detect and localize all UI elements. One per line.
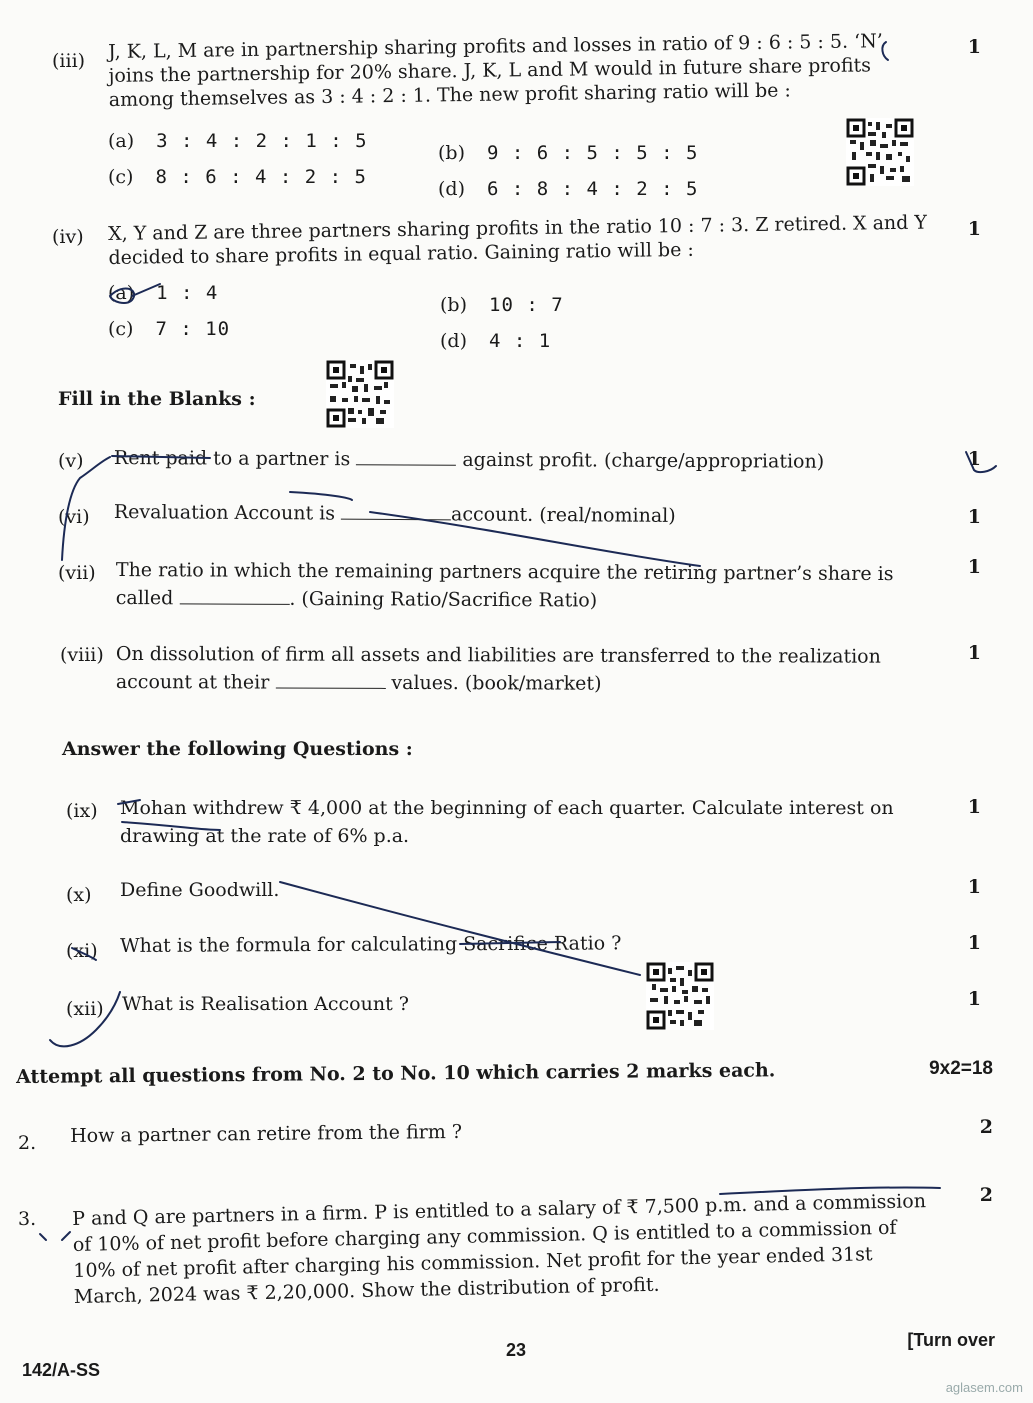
question-number: (v) <box>58 450 84 472</box>
option-a: (a) 1 : 4 <box>108 282 219 304</box>
fill-blank-question: Rent paid to a partner is against profit. (charge/appropriation) <box>113 447 825 473</box>
question-text: What is the formula for calculating Sacrifice Ratio ? <box>120 932 622 957</box>
question-marks: 1 <box>967 932 981 954</box>
question-number: (viii) <box>60 644 104 666</box>
question-marks: 1 <box>967 556 981 578</box>
question-number: (iv) <box>52 226 84 248</box>
question-text: How a partner can retire from the firm ? <box>70 1120 463 1147</box>
question-text: What is Realisation Account ? <box>122 993 409 1015</box>
question-number: (vii) <box>58 562 96 584</box>
qr-code-icon <box>646 962 714 1030</box>
fill-blank-question: On dissolution of firm all assets and liabilities are transferred to the realization account at their values. (book/market) <box>115 643 881 695</box>
option-d: (d) 4 : 1 <box>440 330 552 352</box>
question-marks: 2 <box>979 1116 993 1138</box>
question-marks: 1 <box>967 448 981 470</box>
question-number: (xi) <box>66 940 98 962</box>
qr-code-icon <box>846 118 914 186</box>
question-text: P and Q are partners in a firm. P is entitled to a salary of ₹ 7,500 p.m. and a commission of 10% of net profit before charging any commission. Q is entitled to a commission of 10% of net profit after charging his commission. Net profit for the year ended 31st March, 2024 was ₹ 2,20,000. Show the distribution of profit. <box>72 1190 927 1308</box>
turn-over: [Turn over <box>907 1330 995 1350</box>
question-text: Mohan withdrew ₹ 4,000 at the beginning of each quarter. Calculate interest on drawing at the rate of 6% p.a. <box>120 797 894 847</box>
section-marks: 9x2=18 <box>929 1058 993 1079</box>
question-number: (ix) <box>66 800 98 822</box>
question-text: J, K, L, M are in partnership sharing profits and losses in ratio of 9 : 6 : 5 : 5. ‘N’ joins the partnership for 20% share. J, K, L and M would in future share profits among themselves as 3 : 4 : 2 : 1. The new profit sharing ratio will be : <box>108 30 883 111</box>
question-text: Define Goodwill. <box>120 879 280 901</box>
question-number: (iii) <box>52 50 86 72</box>
question-text: X, Y and Z are three partners sharing profits in the ratio 10 : 7 : 3. Z retired. X and Y decided to share profits in equal ratio. Gaining ratio will be : <box>108 211 928 269</box>
option-c: (c) 8 : 6 : 4 : 2 : 5 <box>108 166 367 188</box>
question-number: 2. <box>18 1132 37 1154</box>
option-b: (b) 10 : 7 <box>440 294 564 316</box>
watermark: aglasem.com <box>945 1380 1023 1395</box>
question-marks: 1 <box>967 642 981 664</box>
section-heading: Answer the following Questions : <box>62 738 413 760</box>
question-marks: 1 <box>967 876 981 898</box>
option-a: (a) 3 : 4 : 2 : 1 : 5 <box>108 130 368 152</box>
option-c: (c) 7 : 10 <box>108 318 231 340</box>
question-number: (vi) <box>58 506 90 528</box>
page-number: 23 <box>506 1340 527 1360</box>
fill-blank-question: The ratio in which the remaining partners acquire the retiring partner’s share is called . (Gaining Ratio/Sacrifice Ratio) <box>115 558 894 612</box>
question-number: (xii) <box>66 998 104 1020</box>
question-marks: 1 <box>967 218 981 240</box>
section-heading: Fill in the Blanks : <box>58 388 256 410</box>
question-marks: 2 <box>979 1184 993 1206</box>
question-number: 3. <box>18 1208 37 1230</box>
question-marks: 1 <box>967 796 981 818</box>
qr-code-icon <box>326 360 394 428</box>
question-marks: 1 <box>967 988 981 1010</box>
section-heading: Attempt all questions from No. 2 to No. 10 which carries 2 marks each. <box>16 1059 776 1088</box>
option-b: (b) 9 : 6 : 5 : 5 : 5 <box>438 142 699 164</box>
paper-code: 142/A-SS <box>22 1360 101 1380</box>
question-marks: 1 <box>967 36 981 58</box>
option-d: (d) 6 : 8 : 4 : 2 : 5 <box>438 178 699 200</box>
pen-stroke <box>40 1232 70 1240</box>
fill-blank-question: Revaluation Account is account. (real/nominal) <box>113 500 676 527</box>
question-number: (x) <box>66 884 92 906</box>
pen-stroke <box>290 492 352 500</box>
question-marks: 1 <box>967 506 981 528</box>
